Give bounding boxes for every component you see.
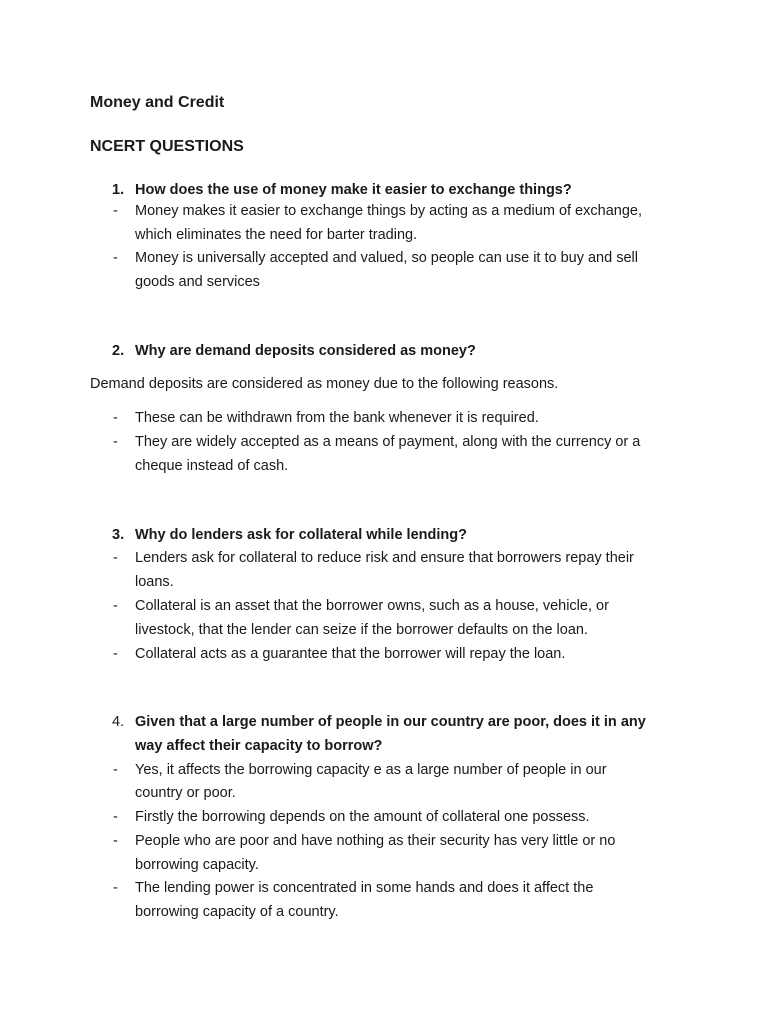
answer-line: goods and services bbox=[135, 274, 260, 290]
document-title: Money and Credit bbox=[90, 94, 225, 111]
question-number: 4. bbox=[112, 714, 125, 730]
answer-line: Yes, it affects the borrowing capacity e as a large number of people in our bbox=[135, 762, 607, 778]
answer-line: They are widely accepted as a means of payment, along with the currency or a bbox=[135, 434, 641, 450]
answer-line: Firstly the borrowing depends on the amount of collateral one possess. bbox=[135, 809, 590, 825]
bullet-dash: - bbox=[113, 410, 118, 426]
question-text: way affect their capacity to borrow? bbox=[135, 738, 383, 754]
bullet-dash: - bbox=[113, 203, 118, 219]
answer-intro: Demand deposits are considered as money due to the following reasons. bbox=[90, 376, 559, 392]
question-text: Why do lenders ask for collateral while lending? bbox=[135, 527, 467, 543]
answer-line: Money is universally accepted and valued, so people can use it to buy and sell bbox=[135, 250, 638, 266]
answer-line: which eliminates the need for barter trading. bbox=[135, 227, 418, 243]
question-number: 1. bbox=[112, 182, 125, 198]
section-heading: NCERT QUESTIONS bbox=[90, 138, 244, 155]
answer-line: livestock, that the lender can seize if the borrower defaults on the loan. bbox=[135, 622, 588, 638]
answer-line: country or poor. bbox=[135, 785, 236, 801]
answer-line: Collateral acts as a guarantee that the borrower will repay the loan. bbox=[135, 646, 566, 662]
answer-line: Collateral is an asset that the borrower owns, such as a house, vehicle, or bbox=[135, 598, 609, 614]
question-text: Given that a large number of people in our country are poor, does it in any bbox=[135, 714, 646, 730]
question-number: 3. bbox=[112, 527, 125, 543]
answer-line: People who are poor and have nothing as their security has very little or no bbox=[135, 833, 616, 849]
question-text: How does the use of money make it easier to exchange things? bbox=[135, 182, 572, 198]
answer-line: borrowing capacity. bbox=[135, 857, 259, 873]
answer-line: Money makes it easier to exchange things by acting as a medium of exchange, bbox=[135, 203, 642, 219]
bullet-dash: - bbox=[113, 646, 118, 662]
answer-line: cheque instead of cash. bbox=[135, 458, 289, 474]
question-text: Why are demand deposits considered as money? bbox=[135, 343, 476, 359]
answer-line: loans. bbox=[135, 574, 174, 590]
bullet-dash: - bbox=[113, 833, 118, 849]
answer-line: These can be withdrawn from the bank whenever it is required. bbox=[135, 410, 539, 426]
bullet-dash: - bbox=[113, 434, 118, 450]
bullet-dash: - bbox=[113, 762, 118, 778]
answer-line: The lending power is concentrated in some hands and does it affect the bbox=[135, 880, 594, 896]
answer-line: borrowing capacity of a country. bbox=[135, 904, 339, 920]
bullet-dash: - bbox=[113, 550, 118, 566]
bullet-dash: - bbox=[113, 598, 118, 614]
answer-line: Lenders ask for collateral to reduce risk and ensure that borrowers repay their bbox=[135, 550, 634, 566]
bullet-dash: - bbox=[113, 250, 118, 266]
question-number: 2. bbox=[112, 343, 125, 359]
bullet-dash: - bbox=[113, 809, 118, 825]
bullet-dash: - bbox=[113, 880, 118, 896]
